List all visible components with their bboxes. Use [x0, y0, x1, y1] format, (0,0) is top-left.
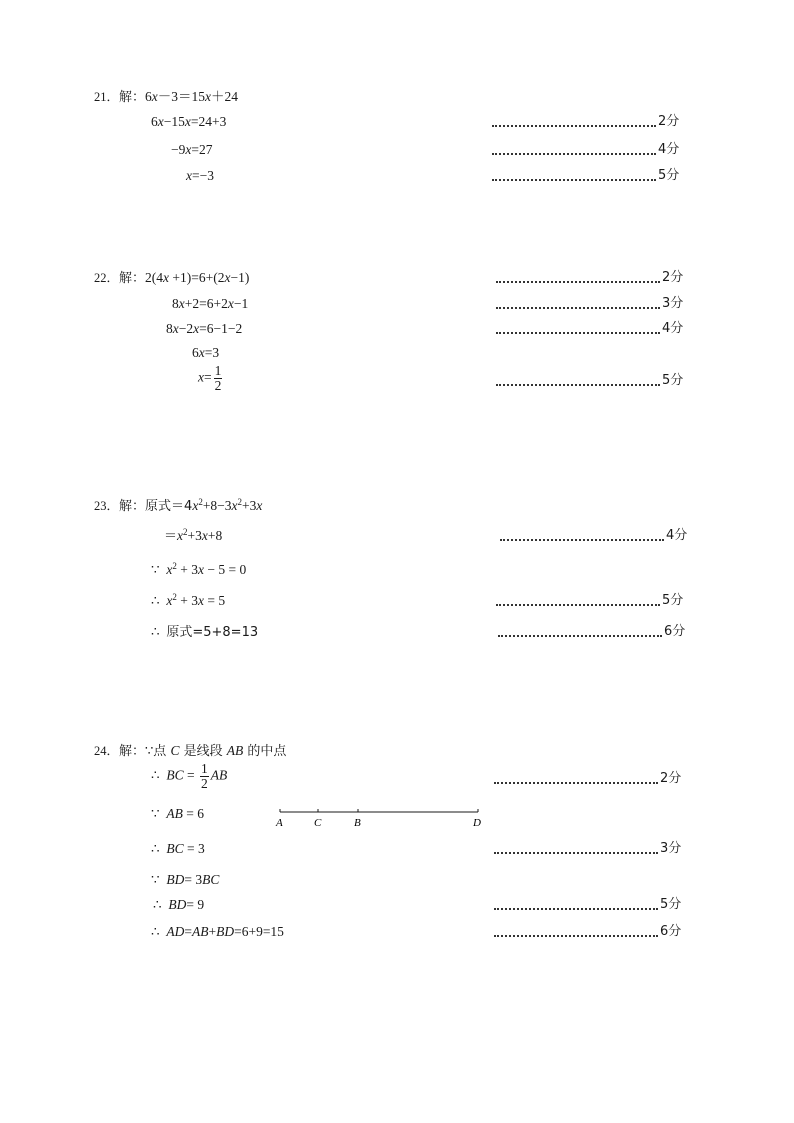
- score-label: 5分: [662, 593, 684, 608]
- var-x: x: [193, 321, 200, 336]
- q22-line-1: [94, 270, 249, 287]
- q24-line-6: [153, 897, 204, 913]
- var-x: x: [157, 114, 164, 129]
- q23-score-2: [496, 593, 683, 609]
- score-label: 5分: [658, 168, 680, 183]
- var-x: x: [166, 593, 173, 608]
- q24-line-5: [151, 872, 219, 888]
- term: − 5 = 0: [203, 562, 247, 577]
- var-bd: BD: [168, 897, 187, 912]
- because-symbol: ∵: [151, 562, 160, 577]
- var-x: x: [177, 528, 184, 543]
- because-symbol: ∵: [151, 806, 160, 821]
- q22-score-1: [496, 270, 683, 286]
- denominator: 2: [214, 378, 222, 393]
- q21-line-2: [151, 114, 226, 130]
- var-x: x: [197, 562, 204, 577]
- power: 2: [198, 497, 203, 507]
- therefore-symbol: ∴: [151, 767, 160, 783]
- power: 2: [237, 497, 243, 507]
- term: =−3: [192, 168, 214, 183]
- term: =3: [204, 345, 220, 360]
- term: =27: [191, 142, 213, 157]
- var-ab: AB: [166, 806, 183, 821]
- q24-line-1: [94, 743, 286, 760]
- var-bc: BC: [202, 872, 220, 887]
- q24-score-2: [494, 841, 681, 857]
- q21-line-1: [94, 89, 238, 106]
- term: −15: [163, 114, 185, 129]
- power: 2: [183, 527, 188, 537]
- because-symbol: ∵: [151, 872, 160, 887]
- var-x: x: [186, 168, 192, 183]
- term: =: [184, 924, 192, 939]
- q23-number: 23．: [94, 499, 120, 513]
- point-label-d: D: [473, 817, 481, 829]
- q23-line-3: [151, 562, 246, 578]
- q24-line-3: [151, 806, 204, 822]
- term: ＋24: [211, 89, 239, 104]
- score-label: 6分: [660, 924, 682, 939]
- q24-line-7: [151, 924, 284, 940]
- var-x: x: [201, 528, 208, 543]
- q23-line-4: [151, 593, 225, 609]
- term: −2: [178, 321, 194, 336]
- term: －3＝15: [157, 89, 206, 104]
- q22-line-4: [192, 345, 219, 361]
- term: −1: [233, 296, 249, 311]
- term: +: [208, 924, 217, 939]
- var-bd: BD: [166, 872, 185, 887]
- term: +2=6+2: [184, 296, 228, 311]
- var-bc: BC: [166, 767, 184, 783]
- var-bd: BD: [216, 924, 235, 939]
- score-label: 4分: [658, 142, 680, 157]
- var-c: C: [170, 743, 180, 758]
- q23-jie: 解：: [119, 499, 146, 514]
- score-label: 6分: [664, 624, 686, 639]
- denominator: 2: [200, 776, 208, 791]
- var-x: x: [198, 369, 204, 385]
- term: 原式＝4: [145, 499, 193, 514]
- term: + 3: [176, 593, 198, 608]
- q24-line-4: [151, 841, 205, 857]
- term: =: [183, 767, 198, 783]
- term: 的中点: [243, 744, 287, 759]
- term: =6−1−2: [199, 321, 243, 336]
- q24-score-1: [494, 771, 681, 787]
- term: = 6: [182, 806, 204, 821]
- term: = 3: [184, 872, 203, 887]
- q22-score-4: [496, 373, 683, 389]
- var-ad: AD: [166, 924, 185, 939]
- var-x: x: [185, 142, 192, 157]
- q24-jie: 解：: [119, 744, 146, 759]
- term: + 3: [176, 562, 198, 577]
- point-label-b: B: [354, 817, 361, 829]
- term: = 3: [183, 841, 205, 856]
- var-x: x: [205, 89, 212, 104]
- var-x: x: [198, 345, 205, 360]
- var-x: x: [197, 593, 204, 608]
- var-x: x: [231, 498, 238, 513]
- therefore-symbol: ∴: [151, 841, 160, 856]
- score-label: 2分: [660, 771, 682, 786]
- var-x: x: [227, 296, 234, 311]
- term: = 5: [203, 593, 226, 608]
- fraction: [214, 364, 223, 393]
- term: 6: [151, 114, 158, 129]
- q23-score-3: [498, 624, 685, 640]
- term: −1): [230, 270, 250, 285]
- q22-jie: 解：: [119, 271, 146, 286]
- score-label: 4分: [662, 321, 684, 336]
- var-x: x: [256, 498, 263, 513]
- term: 8: [166, 321, 173, 336]
- term: 6: [192, 345, 199, 360]
- power: 2: [172, 592, 177, 602]
- q24-score-3: [494, 897, 681, 913]
- term: ＝: [164, 529, 178, 544]
- q23-line-5: [151, 624, 258, 641]
- fraction: [200, 762, 209, 791]
- q21-score-2: [492, 142, 679, 158]
- q21-line-3: [171, 142, 213, 158]
- var-x: x: [184, 114, 191, 129]
- q21-score-3: [492, 168, 679, 184]
- point-label-c: C: [314, 817, 322, 829]
- var-ab: AB: [226, 743, 244, 758]
- q23-line-1: [94, 498, 262, 515]
- point-label-a: A: [276, 817, 283, 829]
- term: 8: [172, 296, 179, 311]
- var-x: x: [151, 89, 158, 104]
- var-ab: AB: [210, 767, 228, 783]
- q21-jie: 解：: [119, 90, 146, 105]
- score-label: 5分: [660, 897, 682, 912]
- var-x: x: [224, 270, 231, 285]
- term: = 9: [186, 897, 205, 912]
- q24-score-4: [494, 924, 681, 940]
- term: +3: [187, 528, 202, 543]
- term: =6+9=15: [234, 924, 284, 939]
- term: +8: [207, 528, 223, 543]
- var-x: x: [172, 321, 179, 336]
- var-x: x: [166, 562, 173, 577]
- term: +1)=6+(2: [169, 270, 225, 285]
- q23-score-1: [500, 528, 687, 544]
- q22-number: 22．: [94, 271, 120, 285]
- segment-diagram: [272, 804, 492, 834]
- term: +3: [242, 498, 257, 513]
- q21-line-4: [186, 168, 214, 184]
- term: =: [204, 369, 212, 385]
- score-label: 5分: [662, 373, 684, 388]
- q22-line-3: [166, 321, 242, 337]
- score-label: 2分: [662, 270, 684, 285]
- q21-score-1: [492, 114, 679, 130]
- q22-score-3: [496, 321, 683, 337]
- var-ab: AB: [191, 924, 209, 939]
- therefore-symbol: ∴: [151, 624, 160, 639]
- term: −9: [171, 142, 186, 157]
- var-x: x: [178, 296, 185, 311]
- score-label: 3分: [660, 841, 682, 856]
- var-x: x: [163, 270, 170, 285]
- score-label: 4分: [666, 528, 688, 543]
- term: ∵点: [145, 744, 171, 759]
- power: 2: [172, 561, 177, 571]
- score-label: 2分: [658, 114, 680, 129]
- term: 是线段: [179, 744, 227, 759]
- q22-line-2: [172, 296, 248, 312]
- q22-score-2: [496, 296, 683, 312]
- var-bc: BC: [166, 841, 184, 856]
- numerator: 1: [214, 363, 222, 378]
- numerator: 1: [200, 761, 208, 776]
- var-x: x: [192, 498, 199, 513]
- term: 6: [145, 89, 152, 104]
- term: 2(4: [145, 270, 164, 285]
- therefore-symbol: ∴: [151, 924, 160, 939]
- q23-line-2: [164, 528, 222, 545]
- q24-line-2: [151, 762, 227, 791]
- term: +8−3: [202, 498, 232, 513]
- q21-number: 21．: [94, 90, 120, 104]
- term: =24+3: [190, 114, 227, 129]
- q22-line-5: [198, 364, 224, 393]
- q24-number: 24．: [94, 744, 120, 758]
- therefore-symbol: ∴: [153, 897, 162, 912]
- score-label: 3分: [662, 296, 684, 311]
- term: 原式=5+8=13: [166, 625, 259, 640]
- therefore-symbol: ∴: [151, 593, 160, 608]
